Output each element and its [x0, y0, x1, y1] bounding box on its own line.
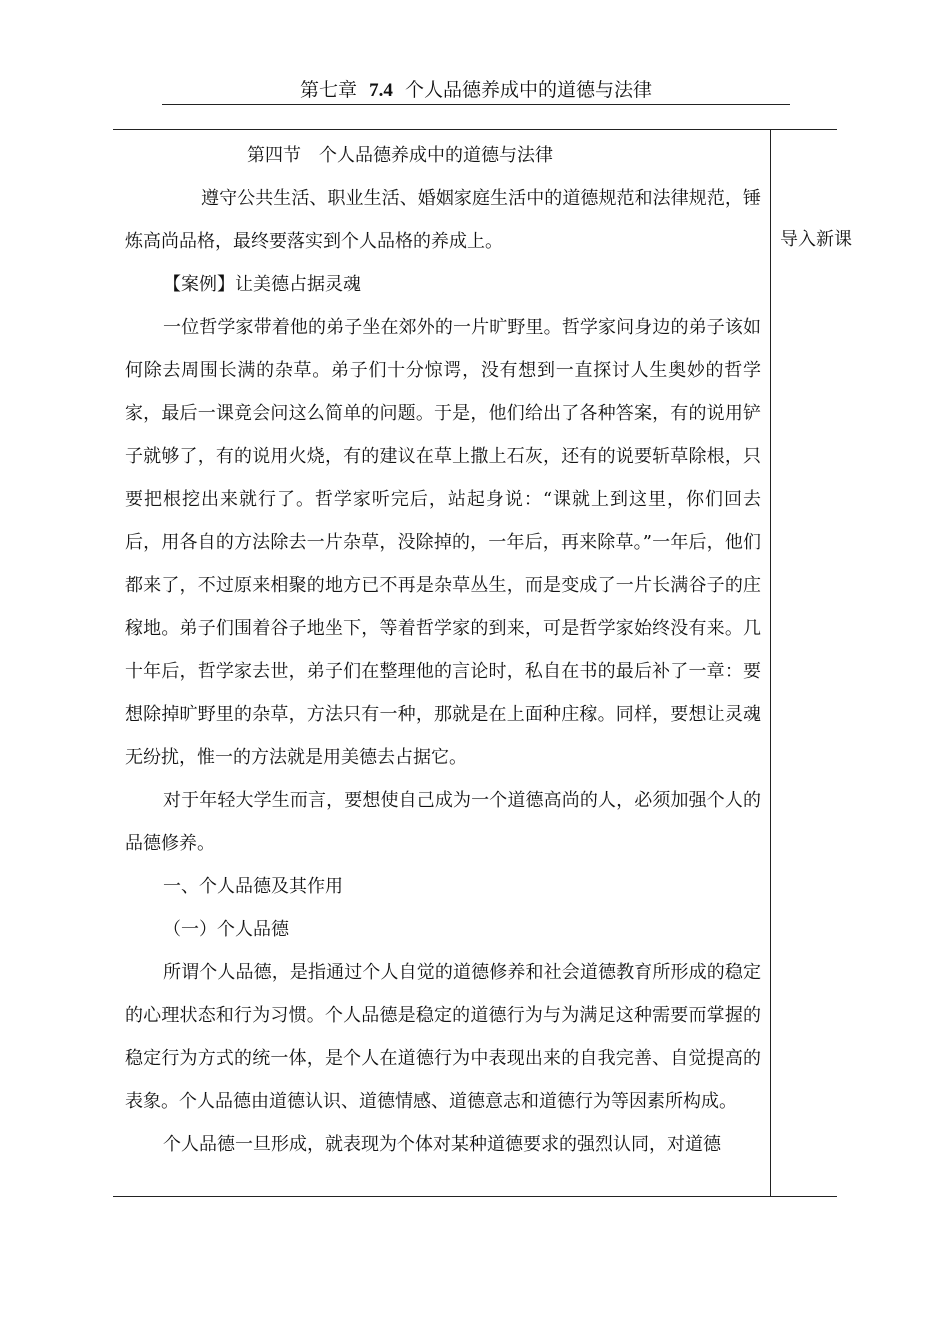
definition-paragraph: 所谓个人品德，是指通过个人自觉的道德修养和社会道德教育所形成的稳定的心理状态和行为习惯。个人品德是稳定的道德行为与为满足这种需要而掌握的稳定行为方式的统一体，是个人在道德行为中表现出来的自我完善、自觉提高的表象。个人品德由道德认识、道德情感、道德意志和道德行为等因素所构成。 [125, 962, 761, 1112]
section-title: 第四节 个人品德养成中的道德与法律 [247, 145, 553, 166]
page-header [162, 78, 790, 103]
subheading-personal-morality: （一）个人品德 [163, 919, 289, 940]
lesson-content [125, 134, 761, 1166]
side-note: 导入新课 [780, 229, 852, 250]
case-paragraph: 一位哲学家带着他的弟子坐在郊外的一片旷野里。哲学家问身边的弟子该如何除去周围长满的杂草。弟子们十分惊谔，没有想到一直探讨人生奥妙的哲学家，最后一课竟会问这么简单的问题。于是，他们给出了各种答案，有的说用铲子就够了，有的说用火烧，有的建议在草上撒上石灰，还有的说要斩草除根，只要把根挖出来就行了。哲学家听完后，站起身说：“课就上到这里，你们回去后，用各自的方法除去一片杂草，没除掉的，一年后，再来除草。”一年后，他们都来了，不过原来相聚的地方已不再是杂草丛生，而是变成了一片长满谷子的庄稼地。弟子们围着谷子地坐下，等着哲学家的到来，可是哲学家始终没有来。几十年后，哲学家去世，弟子们在整理他的言论时，私自在书的最后补了一章：要想除掉旷野里的杂草，方法只有一种，那就是在上面种庄稼。同样，要想让灵魂无纷扰，惟一的方法就是用美德去占据它。 [125, 317, 761, 768]
header-title: 个人品德养成中的道德与法律 [404, 79, 652, 101]
students-paragraph: 对于年轻大学生而言，要想使自己成为一个道德高尚的人，必须加强个人的品德修养。 [125, 790, 761, 854]
case-title: 【案例】让美德占据灵魂 [163, 274, 361, 295]
closing-paragraph: 个人品德一旦形成，就表现为个体对某种道德要求的强烈认同，对道德 [163, 1134, 721, 1155]
heading-personal-morality: 一、个人品德及其作用 [163, 876, 343, 897]
header-number: 7.4 [369, 80, 393, 101]
header-chapter: 第七章 [300, 79, 358, 101]
header-rule [162, 104, 790, 105]
column-divider [770, 129, 771, 1197]
intro-paragraph: 遵守公共生活、职业生活、婚姻家庭生活中的道德规范和法律规范，锤炼高尚品格，最终要落实到个人品格的养成上。 [125, 188, 761, 252]
